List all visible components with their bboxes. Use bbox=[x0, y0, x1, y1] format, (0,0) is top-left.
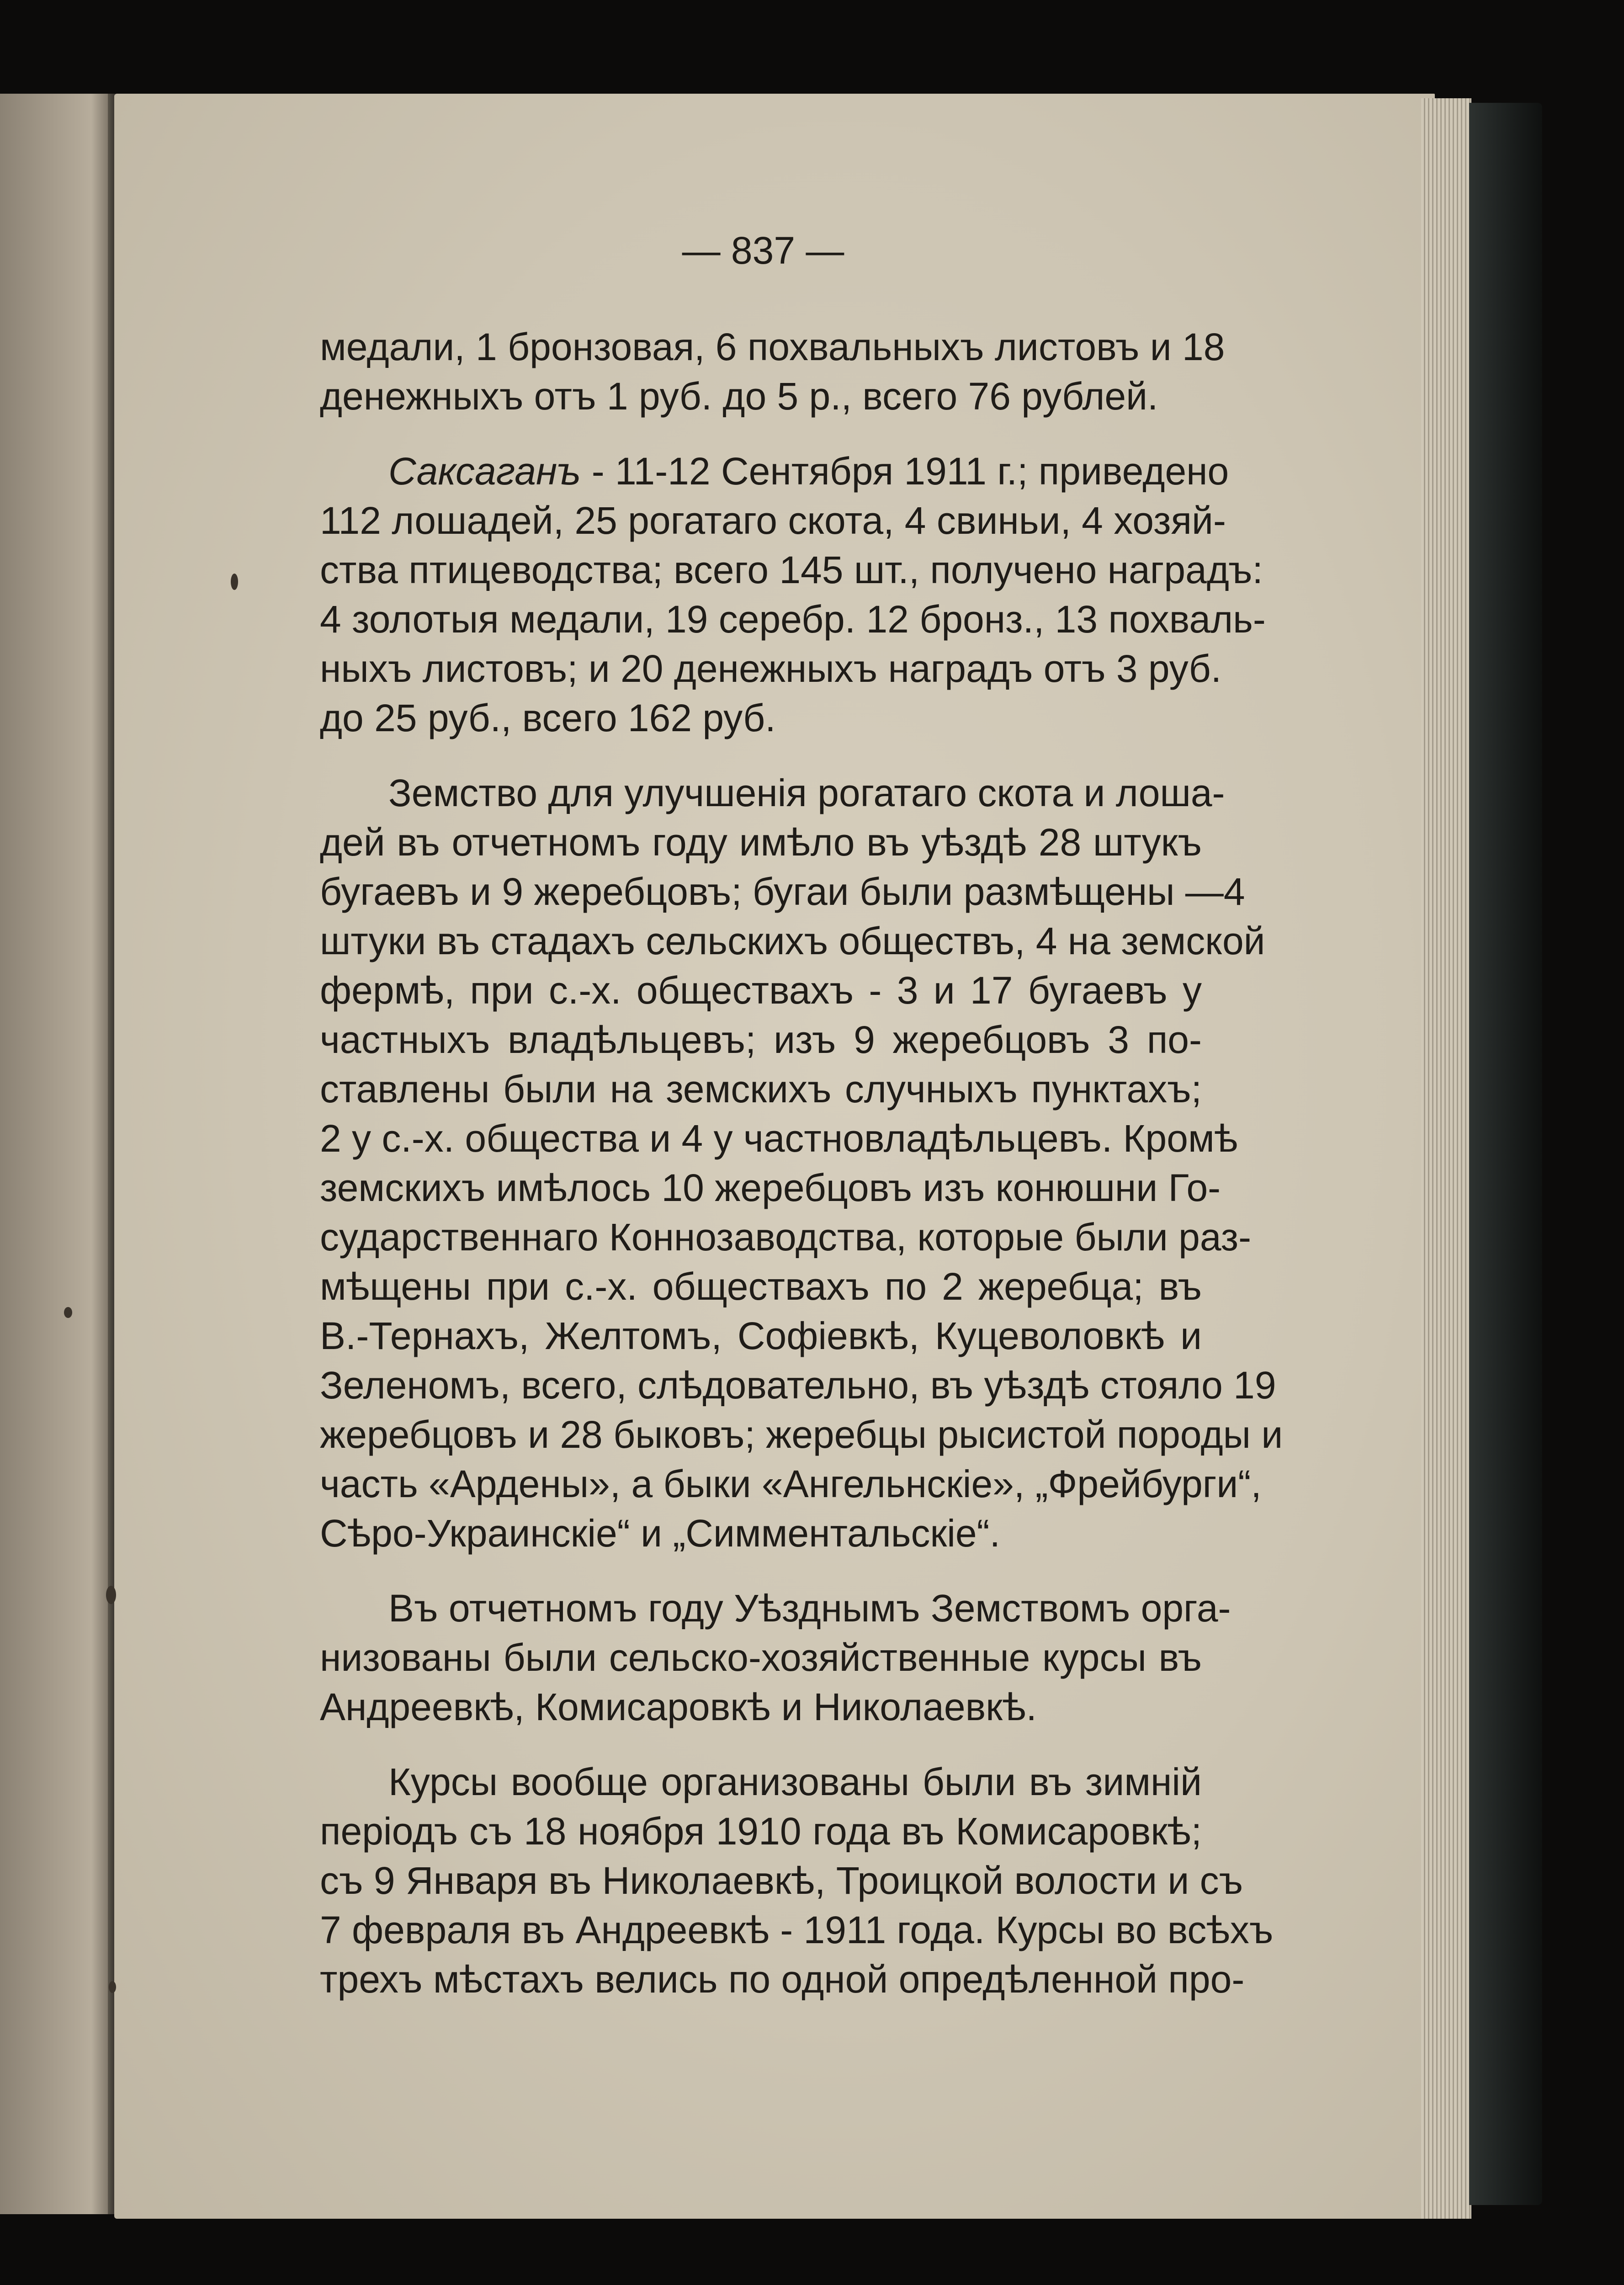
page-number: — 837 — bbox=[682, 229, 844, 272]
text-line: денежныхъ отъ 1 руб. до 5 р., всего 76 рублей. bbox=[320, 375, 1158, 418]
place-name-italic: Саксаганъ bbox=[388, 450, 581, 493]
text-line: низованы были сельско-хозяйственные курсы въ bbox=[320, 1636, 1202, 1679]
text-line: 2 у с.-х. общества и 4 у частновладѣльцевъ. Кромѣ bbox=[320, 1117, 1238, 1160]
page-blemish bbox=[64, 1307, 72, 1318]
paragraph bbox=[320, 1757, 1274, 2004]
text-line bbox=[320, 768, 1225, 818]
text-line: медали, 1 бронзовая, 6 похвальныхъ листовъ и 18 bbox=[320, 325, 1225, 368]
text-line: ставлены были на земскихъ случныхъ пунктахъ; bbox=[320, 1068, 1202, 1111]
text-line: сударственнаго Коннозаводства, которые были раз- bbox=[320, 1216, 1252, 1259]
text-line: земскихъ имѣлось 10 жеребцовъ изъ конюшни Го- bbox=[320, 1166, 1221, 1209]
text-fragment: Въ отчетномъ году Уѣзднымъ Земствомъ орга- bbox=[388, 1587, 1231, 1630]
text-line: 7 февраля въ Андреевкѣ - 1911 года. Курсы во всѣхъ bbox=[320, 1908, 1274, 1951]
text-fragment: - 11-12 Сентября 1911 г.; приведено bbox=[581, 450, 1229, 493]
book-cover bbox=[1469, 103, 1542, 2205]
paragraph bbox=[320, 446, 1266, 743]
text-line: ныхъ листовъ; и 20 денежныхъ наградъ отъ 3 руб. bbox=[320, 647, 1222, 690]
page-blemish bbox=[231, 574, 238, 590]
text-line: мѣщены при с.-х. обществахъ по 2 жеребца; въ bbox=[320, 1265, 1202, 1308]
text-fragment: Курсы вообще организованы были въ зимній bbox=[388, 1760, 1202, 1803]
text-line: Зеленомъ, всего, слѣдовательно, въ уѣздѣ стояло 19 bbox=[320, 1364, 1276, 1407]
text-line bbox=[320, 446, 1229, 496]
body-text bbox=[320, 322, 1283, 2030]
text-line: жеребцовъ и 28 быковъ; жеребцы рысистой породы и bbox=[320, 1413, 1283, 1456]
page-blemish bbox=[109, 1981, 116, 1993]
text-fragment: Земство для улучшенія рогатаго скота и лоша- bbox=[388, 771, 1225, 814]
text-line: Андреевкѣ, Комисаровкѣ и Николаевкѣ. bbox=[320, 1685, 1037, 1728]
paragraph bbox=[320, 1584, 1231, 1732]
text-line: штуки въ стадахъ сельскихъ обществъ, 4 на земской bbox=[320, 919, 1265, 962]
text-line: В.-Тернахъ, Желтомъ, Софіевкѣ, Куцеволовкѣ и bbox=[320, 1314, 1202, 1357]
text-line: дей въ отчетномъ году имѣло въ уѣздѣ 28 штукъ bbox=[320, 821, 1202, 864]
paragraph bbox=[320, 768, 1283, 1558]
text-line: до 25 руб., всего 162 руб. bbox=[320, 696, 776, 739]
text-line: фермѣ, при с.-х. обществахъ - 3 и 17 бугаевъ у bbox=[320, 969, 1202, 1012]
paragraph bbox=[320, 322, 1225, 421]
page-blemish bbox=[106, 1586, 116, 1604]
text-line: часть «Ардены», а быки «Ангельнскіе», „Фрейбурги“, bbox=[320, 1462, 1262, 1505]
text-line: бугаевъ и 9 жеребцовъ; бугаи были размѣщены —4 bbox=[320, 870, 1245, 913]
text-line: Сѣро-Украинскіе“ и „Симментальскіе“. bbox=[320, 1512, 1000, 1555]
text-line: періодъ съ 18 ноября 1910 года въ Комисаровкѣ; bbox=[320, 1810, 1202, 1853]
page-stack-edges bbox=[1421, 98, 1471, 2219]
text-line bbox=[320, 1584, 1231, 1633]
text-line: частныхъ владѣльцевъ; изъ 9 жеребцовъ 3 по- bbox=[320, 1018, 1202, 1061]
text-line: 112 лошадей, 25 рогатаго скота, 4 свиньи, 4 хозяй- bbox=[320, 499, 1226, 542]
text-line bbox=[320, 1757, 1202, 1807]
text-line: 4 золотыя медали, 19 серебр. 12 бронз., 13 похваль- bbox=[320, 598, 1266, 641]
left-page-edge bbox=[0, 94, 114, 2214]
text-line: ства птицеводства; всего 145 шт., получено наградъ: bbox=[320, 548, 1263, 591]
text-line: съ 9 Января въ Николаевкѣ, Троицкой волости и съ bbox=[320, 1859, 1243, 1902]
text-line: трехъ мѣстахъ велись по одной опредѣленной про- bbox=[320, 1958, 1245, 2001]
